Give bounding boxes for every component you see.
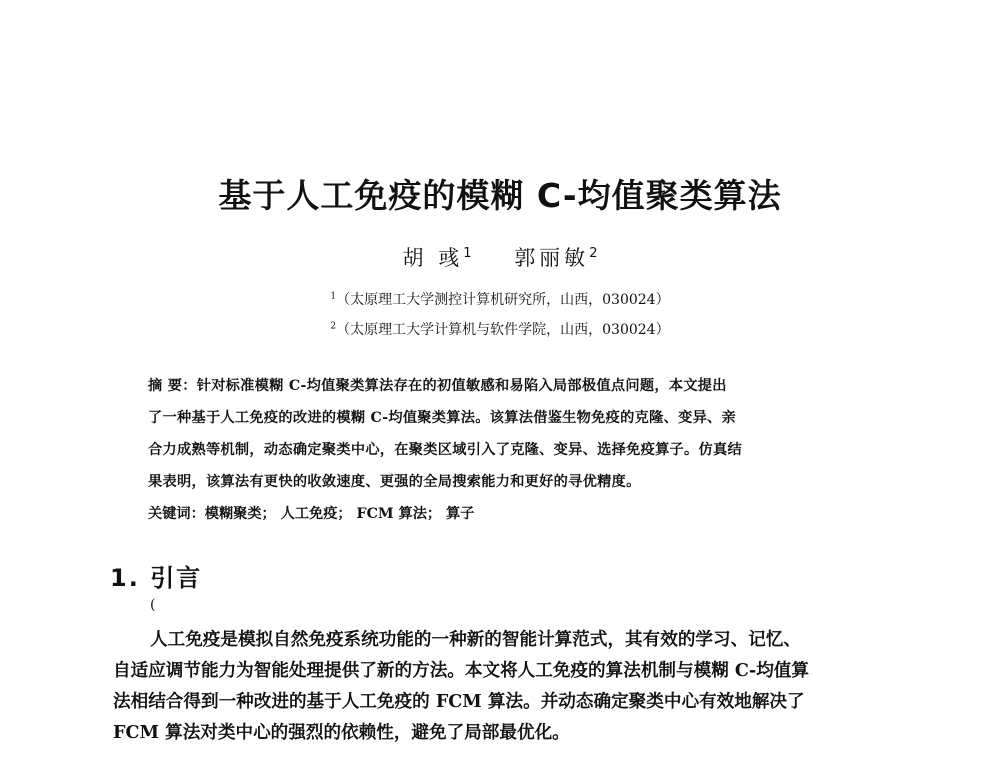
- affiliation-text: （太原理工大学测控计算机研究所，山西，030024）: [336, 292, 670, 308]
- body-line: 自适应调节能力为智能处理提供了新的方法。本文将人工免疫的算法机制与模糊 C-均值算: [113, 660, 809, 681]
- affiliation: [0, 319, 1000, 339]
- author-name: 胡 彧: [402, 246, 464, 270]
- abstract-line: 了一种基于人工免疫的改进的模糊 C-均值聚类算法。该算法借鉴生物免疫的克隆、变异、亲: [148, 410, 737, 426]
- author-line: [0, 242, 1000, 272]
- author-superscript: 1: [463, 246, 472, 261]
- body-line: 人工免疫是模拟自然免疫系统功能的一种新的智能计算范式，其有效的学习、记忆、: [150, 629, 801, 650]
- abstract-label: 摘 要：: [148, 378, 197, 394]
- keywords-label: 关键词：: [148, 506, 205, 522]
- stray-mark: (: [150, 597, 156, 613]
- section-number: 1.: [110, 564, 140, 592]
- affiliation-superscript: 2: [330, 321, 337, 332]
- body-line: 法相结合得到一种改进的基于人工免疫的 FCM 算法。并动态确定聚类中心有效地解决了: [113, 691, 805, 712]
- body-line: FCM 算法对类中心的强烈的依赖性，避免了局部最优化。: [113, 722, 570, 743]
- affiliation-superscript: 1: [330, 291, 337, 302]
- author-superscript: 2: [589, 246, 598, 261]
- keywords-text: 模糊聚类； 人工免疫； FCM 算法； 算子: [204, 506, 475, 522]
- affiliation-text: （太原理工大学计算机与软件学院，山西，030024）: [336, 322, 670, 338]
- abstract-line: [148, 375, 727, 395]
- abstract-line: 合力成熟等机制，动态确定聚类中心，在聚类区域引入了克隆、变异、选择免疫算子。仿真结: [148, 442, 742, 458]
- abstract-text: 针对标准模糊 C-均值聚类算法存在的初值敏感和易陷入局部极值点问题，本文提出: [196, 378, 727, 394]
- affiliation: [0, 289, 1000, 309]
- paper-title: 基于人工免疫的模糊 C-均值聚类算法: [218, 176, 782, 215]
- section-heading: [110, 558, 202, 593]
- abstract-line: 果表明，该算法有更快的收敛速度、更强的全局搜索能力和更好的寻优精度。: [148, 474, 641, 490]
- section-title: 引言: [150, 564, 203, 592]
- keywords-line: [148, 503, 474, 523]
- author-name: 郭丽敏: [514, 246, 590, 270]
